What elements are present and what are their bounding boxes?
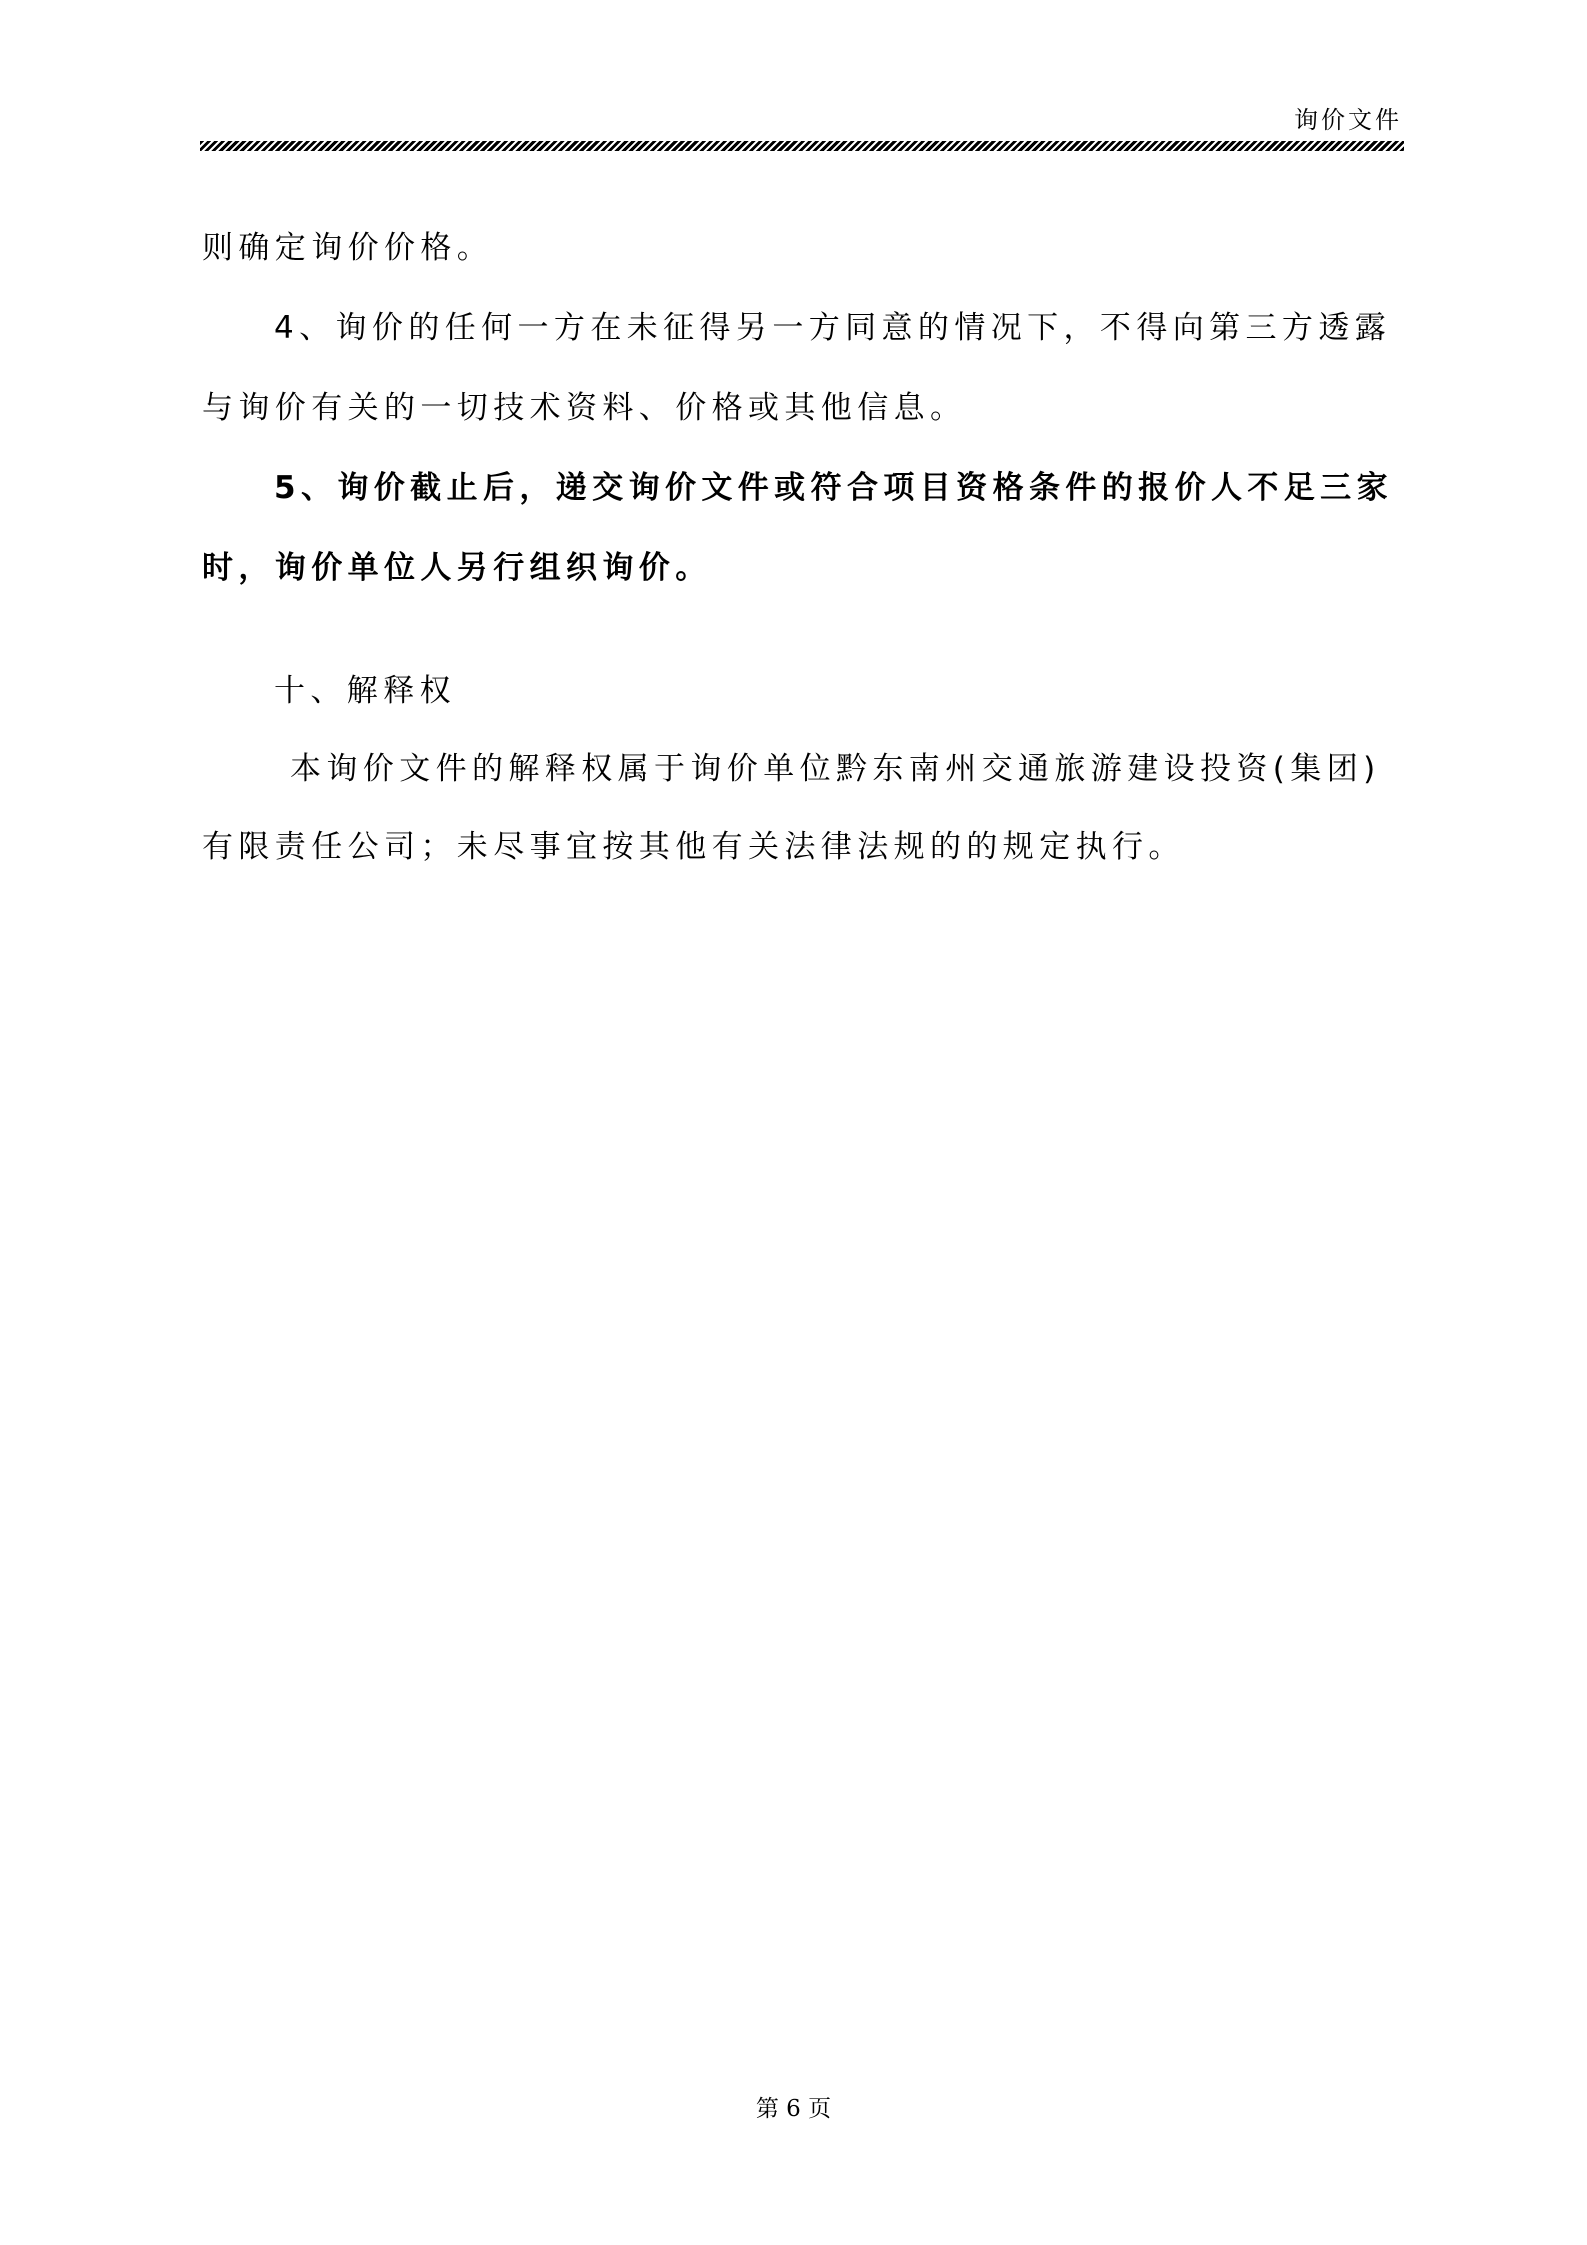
- page-number: 第 6 页: [755, 2096, 832, 2122]
- text-line: 有限责任公司；未尽事宜按其他有关法律法规的的规定执行。: [202, 829, 1185, 865]
- section-paragraph-continued: [202, 808, 1402, 886]
- text-line: 则确定询价价格。: [202, 230, 494, 266]
- paragraph-continuation: [202, 208, 1402, 288]
- section-heading: 十、解释权: [274, 673, 456, 709]
- section-10: [202, 652, 1402, 886]
- paragraph-item-5: [202, 448, 1402, 608]
- text-line: 本询价文件的解释权属于询价单位黔东南州交通旅游建设投资(集团): [290, 751, 1381, 787]
- paragraph-item-4: [202, 288, 1402, 448]
- text-line: 与询价有关的一切技术资料、价格或其他信息。: [202, 390, 967, 426]
- header-divider: [200, 141, 1404, 151]
- text-line: 4、询价的任何一方在未征得另一方同意的情况下，不得向第三方透露: [274, 310, 1392, 346]
- header-title: 询价文件: [1294, 106, 1402, 134]
- text-line: 时，询价单位人另行组织询价。: [202, 550, 712, 586]
- section-paragraph: [202, 730, 1402, 808]
- document-body: [202, 208, 1402, 608]
- text-line: 5、询价截止后，递交询价文件或符合项目资格条件的报价人不足三家: [274, 470, 1393, 506]
